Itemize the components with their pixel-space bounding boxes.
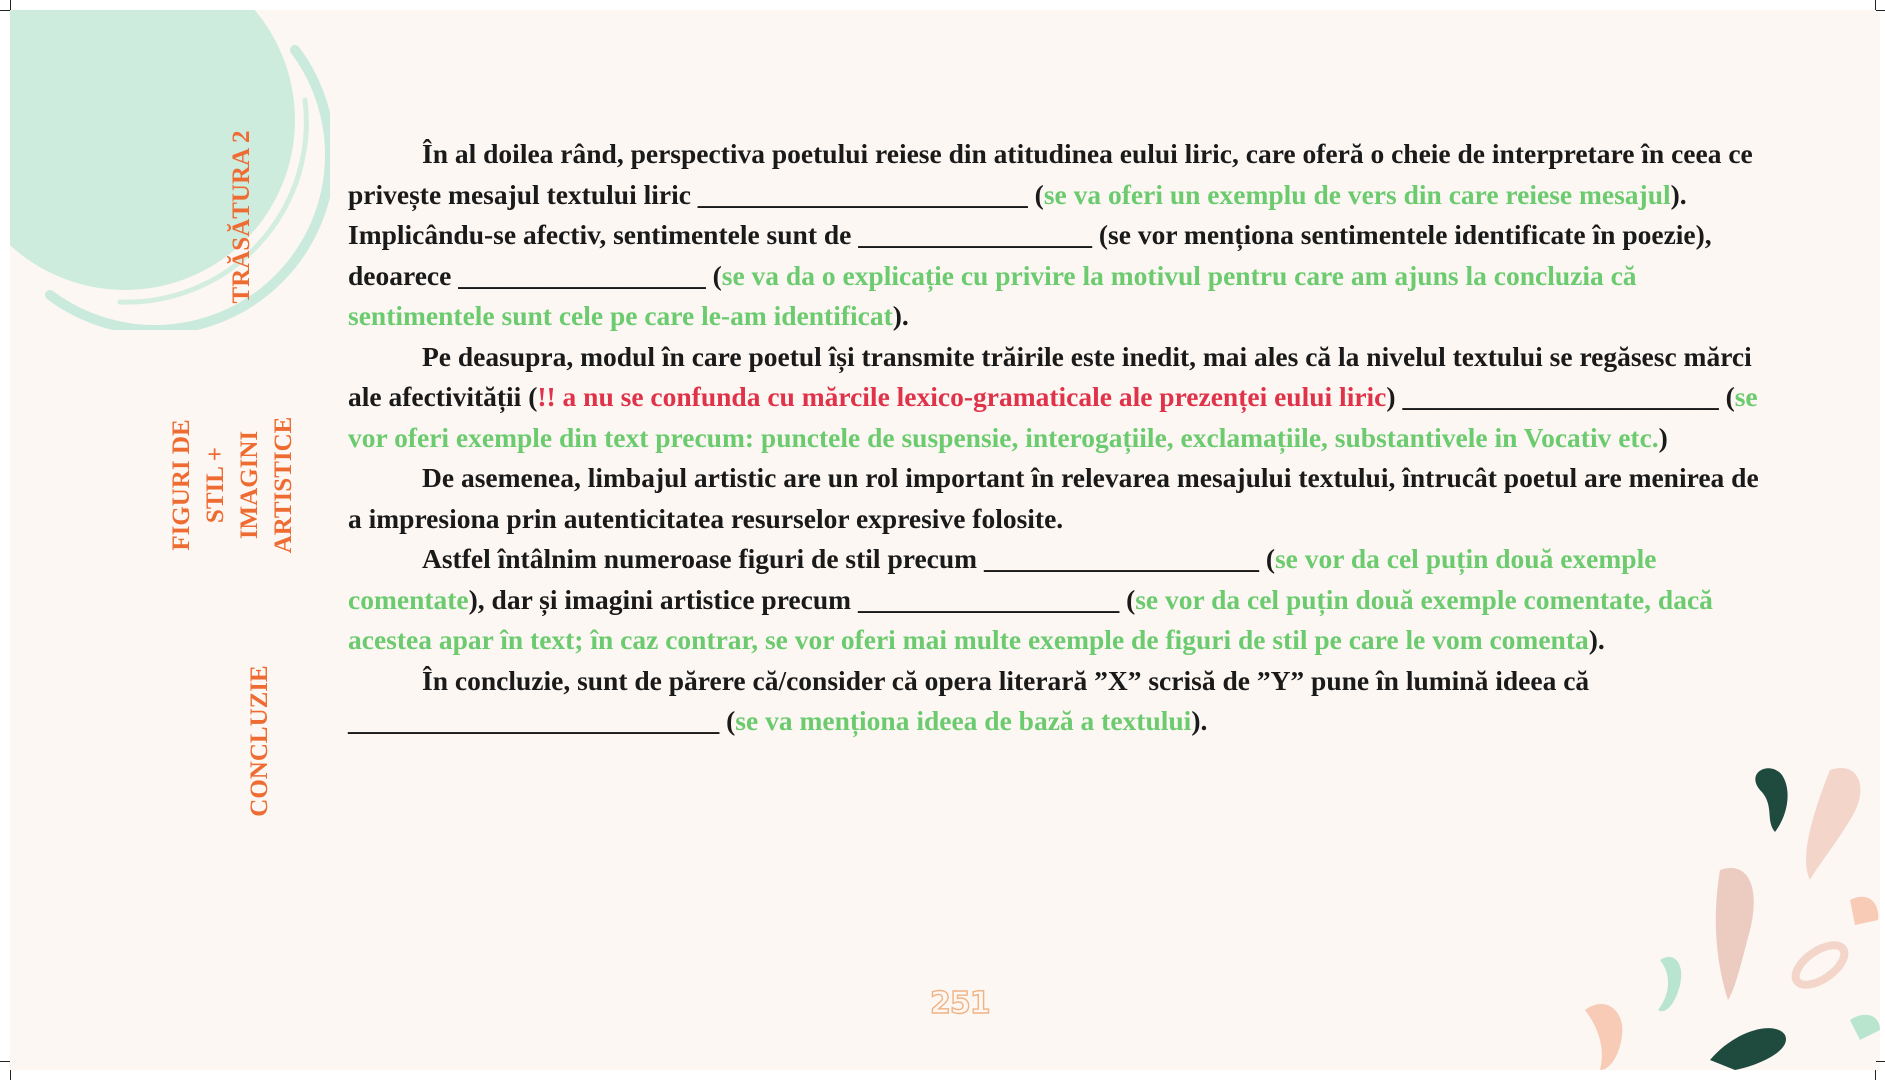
crop-mark — [1875, 0, 1876, 10]
side-label-trasatura: TRĂSĂTURA 2 — [228, 130, 255, 304]
crop-mark — [1875, 1070, 1876, 1080]
paragraph-concluzie — [348, 661, 1768, 742]
paragraph-figuri-de-stil — [348, 539, 1768, 661]
text-segment: În al doilea rând, perspectiva poetului reiese din atitudinea eului liric, care oferă o cheie de interpretare în ceea ce privește mesajul textului liric — [348, 138, 1753, 210]
text-segment: ( — [705, 259, 722, 291]
fill-in-blank[interactable]: _______________________ — [1402, 381, 1719, 412]
hint-text: se vor da cel puțin două exemple comentate, dacă acestea apar în text; în caz contrar, se vor oferi mai multe exemple de figuri de stil pe care le vom comenta — [348, 583, 1713, 655]
text-segment: ( — [1258, 543, 1275, 574]
text-segment: ) — [1658, 421, 1668, 453]
warning-text: !! a nu se confunda cu mărcile lexico-gramaticale ale prezenței eului liric — [537, 381, 1387, 412]
decorative-brush-shapes-bottom-right — [1560, 760, 1880, 1070]
fill-in-blank[interactable]: ________________________ — [697, 178, 1028, 210]
text-segment: ( — [1027, 178, 1044, 210]
text-segment: ). Implicându-se afectiv, sentimentele sunt de — [348, 178, 1687, 250]
text-segment: ( — [719, 705, 736, 736]
side-label-line: FIGURI DE — [168, 419, 195, 551]
text-segment: ) — [1386, 381, 1403, 412]
side-label-line: IMAGINI — [236, 430, 263, 540]
document-page — [10, 10, 1880, 1070]
text-segment: ). — [1588, 624, 1605, 655]
hint-text: se va da o explicație cu privire la motivul pentru care am ajuns la concluzia că sentimentele sunt cele pe care le-am identificat — [348, 259, 1637, 331]
fill-in-blank[interactable]: ____________________ — [983, 543, 1259, 574]
side-label-line: STIL + — [202, 446, 229, 524]
page-number: 251 — [930, 986, 990, 1021]
text-segment: În concluzie, sunt de părere că/consider că opera literară ”X” scrisă de ”Y” pune în lumină ideea că — [422, 664, 1590, 696]
text-segment: ). — [892, 300, 909, 331]
crop-mark — [0, 10, 10, 11]
text-segment: (se vor menționa sentimentele identificate în poezie), deoarece — [348, 219, 1712, 291]
side-label-line: ARTISTICE — [270, 416, 297, 554]
hint-text: se va oferi un exemplu de vers din care reiese mesajul — [1043, 178, 1671, 210]
crop-mark — [1876, 10, 1885, 11]
crop-mark — [10, 0, 11, 10]
text-segment: De asemenea, limbajul artistic are un rol important în relevarea mesajului textului, întrucât poetul are menirea de a impresiona prin autenticitatea resurselor expresive folosite. — [348, 462, 1759, 534]
fill-in-blank[interactable]: __________________ — [458, 259, 706, 291]
paragraph-trasatura-2 — [348, 134, 1768, 337]
text-segment: ( — [1119, 583, 1136, 615]
text-segment: ). — [1191, 705, 1208, 736]
text-segment: Pe deasupra, modul în care poetul își transmite trăirile este inedit, mai ales că la nivelul textului se regăsesc mărci ale afectivității ( — [348, 340, 1752, 412]
fill-in-blank[interactable]: _________________ — [858, 219, 1093, 250]
hint-text: se va menționa ideea de bază a textului — [735, 705, 1192, 736]
decorative-circle-top-left — [10, 10, 330, 330]
text-segment: Astfel întâlnim numeroase figuri de stil precum — [422, 543, 984, 574]
hint-text: se vor oferi exemple din text precum: punctele de suspensie, interogațiile, exclamațiile, substantivele in Vocativ etc. — [348, 381, 1758, 453]
side-label-concluzie: CONCLUZIE — [246, 665, 273, 817]
hint-text: se vor da cel puțin două exemple comentate — [348, 543, 1657, 615]
worksheet-text — [348, 134, 1768, 742]
side-label-figuri-de-stil — [165, 410, 305, 560]
text-segment: ), dar și imagini artistice precum — [468, 583, 858, 615]
paragraph-limbaj-artistic — [348, 458, 1768, 539]
fill-in-blank[interactable]: ___________________________ — [348, 705, 720, 736]
paragraph-marci-afectivitate — [348, 337, 1768, 459]
crop-mark — [0, 1061, 10, 1062]
fill-in-blank[interactable]: ___________________ — [857, 583, 1120, 615]
crop-mark — [10, 1070, 11, 1080]
crop-mark — [1876, 1061, 1885, 1062]
text-segment: ( — [1718, 381, 1735, 412]
